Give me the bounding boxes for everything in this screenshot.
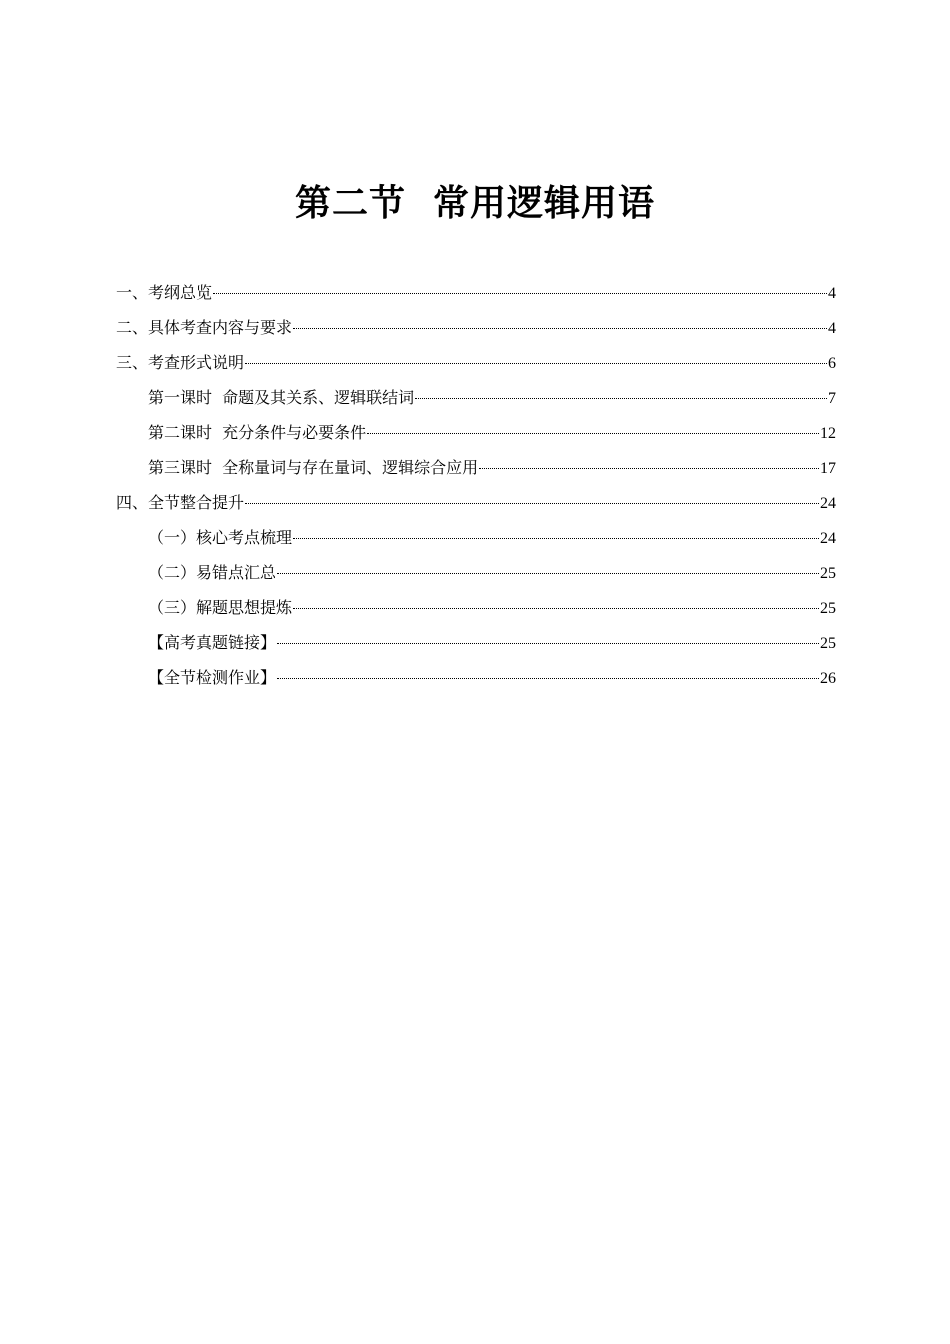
dot-leader (367, 433, 819, 434)
dot-leader (245, 363, 827, 364)
dot-leader (277, 573, 819, 574)
toc-entry-label: 【全节检测作业】 (148, 668, 277, 687)
toc-entry-key-points[interactable] (116, 520, 836, 555)
page-title: 第二节 常用逻辑用语 (294, 183, 656, 225)
dot-leader (213, 293, 827, 294)
toc-entry-exam-format[interactable] (116, 345, 836, 380)
toc-entry-label: 第一课时 命题及其关系、逻辑联结词 (148, 388, 415, 407)
toc-entry-common-mistakes[interactable] (116, 555, 836, 590)
toc-page-number: 4 (828, 320, 836, 337)
toc-entry-outline-overview[interactable] (116, 275, 836, 310)
toc-page-number: 24 (820, 530, 836, 547)
toc-entry-problem-solving-ideas[interactable] (116, 590, 836, 625)
toc-entry-lesson-3[interactable] (116, 450, 836, 485)
dot-leader (293, 608, 819, 609)
toc-entry-label: 二、具体考查内容与要求 (116, 318, 293, 337)
toc-entry-label: （三）解题思想提炼 (148, 598, 293, 617)
toc-entry-exam-questions-link[interactable] (116, 625, 836, 660)
toc-entry-section-test[interactable] (116, 660, 836, 695)
toc-entry-label: （二）易错点汇总 (148, 563, 277, 582)
toc-page-number: 6 (828, 355, 836, 372)
toc-page-number: 24 (820, 495, 836, 512)
toc-entry-label: 三、考查形式说明 (116, 353, 245, 372)
dot-leader (293, 538, 819, 539)
toc-entry-label: （一）核心考点梳理 (148, 528, 293, 547)
toc-page-number: 25 (820, 635, 836, 652)
toc-page-number: 7 (828, 390, 836, 407)
dot-leader (277, 643, 819, 644)
toc-entry-label: 四、全节整合提升 (116, 493, 245, 512)
table-of-contents (116, 275, 836, 695)
toc-entry-label: 一、考纲总览 (116, 283, 213, 302)
toc-entry-content-requirements[interactable] (116, 310, 836, 345)
dot-leader (293, 328, 827, 329)
toc-entry-label: 第三课时 全称量词与存在量词、逻辑综合应用 (148, 458, 479, 477)
dot-leader (479, 468, 819, 469)
toc-page-number: 12 (820, 425, 836, 442)
toc-page-number: 17 (820, 460, 836, 477)
toc-page-number: 25 (820, 565, 836, 582)
dot-leader (245, 503, 819, 504)
toc-entry-section-summary[interactable] (116, 485, 836, 520)
dot-leader (277, 678, 819, 679)
toc-page-number: 25 (820, 600, 836, 617)
toc-entry-lesson-2[interactable] (116, 415, 836, 450)
toc-page-number: 26 (820, 670, 836, 687)
toc-entry-label: 第二课时 充分条件与必要条件 (148, 423, 367, 442)
toc-page-number: 4 (828, 285, 836, 302)
toc-entry-label: 【高考真题链接】 (148, 633, 277, 652)
dot-leader (415, 398, 827, 399)
toc-entry-lesson-1[interactable] (116, 380, 836, 415)
